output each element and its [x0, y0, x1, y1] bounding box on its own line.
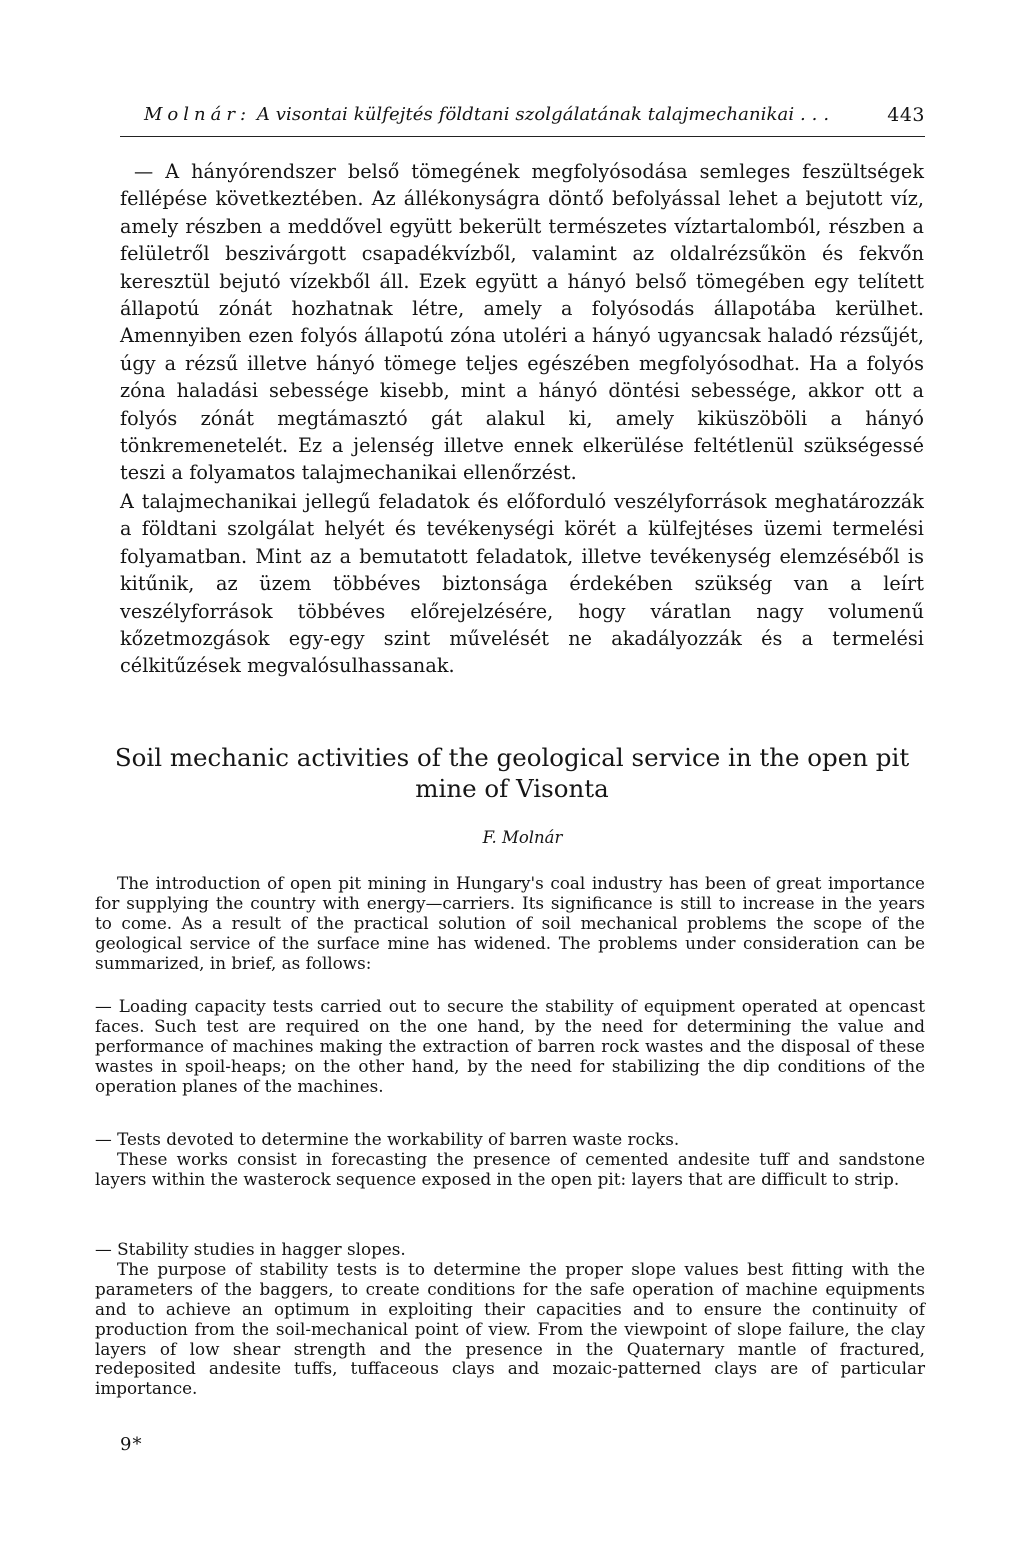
- english-item-3-body: The purpose of stability tests is to determine the proper slope values best fitting with the parameters of the baggers, to create conditions for the safe operation of machine equipments and to achieve an optimum in exploiting their capacities and to ensure the continuity of production from the soil-mechanical point of view. From the viewpoint of slope failure, the clay layers of low shear strength and the presence in the Quaternary mantle of fractured, redeposited andesite tuffs, tuffaceous clays and mozaic-patterned clays are of particular importance.: [95, 1258, 925, 1399]
- hungarian-paragraph-1-text: — A hányórendszer belső tömegének megfolyósodása semleges feszültségek fellépése következtében. Az állékonyságra döntő befolyással lehet a bejutott víz, amely részben a meddővel együtt bekerült természetes víztartalomból, részben a felületről beszivárgott csapadékvízből, valamint az oldalrézsűkön és fekvőn keresztül bejutó vízekből áll. Ezek együtt a hányó belső tömegében egy telített állapotú zónát hozhatnak létre, amely a folyósodás állapotába kerülhet. Amennyiben ezen folyós állapotú zóna utoléri a hányó ugyancsak haladó rézsűjét, úgy a rézsű illetve hányó tömege teljes egészében megfolyósodhat. Ha a folyós zóna haladási sebessége kisebb, mint a hányó döntési sebessége, akkor ott a folyós zónát megtámasztó gát alakul ki, amely kiküszöböli a hányó tönkremenetelét. Ez a jelenség illetve ennek elkerülése feltétlenül szükségessé teszi a folyamatos talajmechanikai ellenőrzést.: [120, 160, 924, 485]
- header-author: Molnár:: [144, 104, 252, 125]
- english-summary-title: Soil mechanic activities of the geological service in the open pit mine of Visonta: [114, 743, 910, 803]
- english-item-2-body: These works consist in forecasting the presence of cemented andesite tuff and sandstone layers within the wasterock sequence exposed in the open pit: layers that are difficult to strip.: [95, 1148, 925, 1189]
- running-header: [120, 100, 925, 137]
- english-item-workability: [95, 1130, 925, 1190]
- hungarian-paragraph-2-text: A talajmechanikai jellegű feladatok és előforduló veszélyforrások meghatározzák a földtani szolgálat helyét és tevékenységi körét a külfejtéses üzemi termelési folyamatban. Mint az a bemutatott feladatok, illetve tevékenység elemzéséből is kitűnik, az üzem többéves biztonsága érdekében szükség van a leírt veszélyforrások többéves előrejelzésére, hogy váratlan nagy volumenű kőzetmozgások egy-egy szint művelését ne akadályozzák és a termelési célkitűzések megvalósulhassanak.: [120, 490, 924, 678]
- english-abstract: [95, 874, 925, 974]
- signature-mark: 9*: [120, 1434, 143, 1455]
- english-item-loading-capacity: [95, 997, 925, 1097]
- header-title: A visontai külfejtés földtani szolgálatának talajmechanikai . . .: [256, 104, 830, 125]
- english-item-1-text: — Loading capacity tests carried out to secure the stability of equipment operated at opencast faces. Such test are required on the one hand, by the need for determining the value and performance of machines making the extraction of barren rock wastes and the disposal of these wastes in spoil-heaps; on the other hand, by the need for stabilizing the dip conditions of the operation planes of the machines.: [95, 996, 925, 1096]
- english-summary-author: F. Molnár: [482, 828, 563, 847]
- hungarian-paragraph-1: [120, 158, 924, 487]
- hungarian-paragraph-2: [120, 488, 924, 680]
- running-title: [144, 104, 829, 125]
- english-item-stability: [95, 1240, 925, 1399]
- english-item-2-heading: — Tests devoted to determine the workability of barren waste rocks.: [95, 1129, 680, 1149]
- page-number: 443: [887, 104, 925, 126]
- english-item-3-heading: — Stability studies in hagger slopes.: [95, 1239, 406, 1259]
- english-abstract-text: The introduction of open pit mining in Hungary's coal industry has been of great importance for supplying the country with energy—carriers. Its significance is still to increase in the years to come. As a result of the practical solution of soil mechanical problems the scope of the geological service of the surface mine has widened. The problems under consideration can be summarized, in brief, as follows:: [95, 873, 925, 973]
